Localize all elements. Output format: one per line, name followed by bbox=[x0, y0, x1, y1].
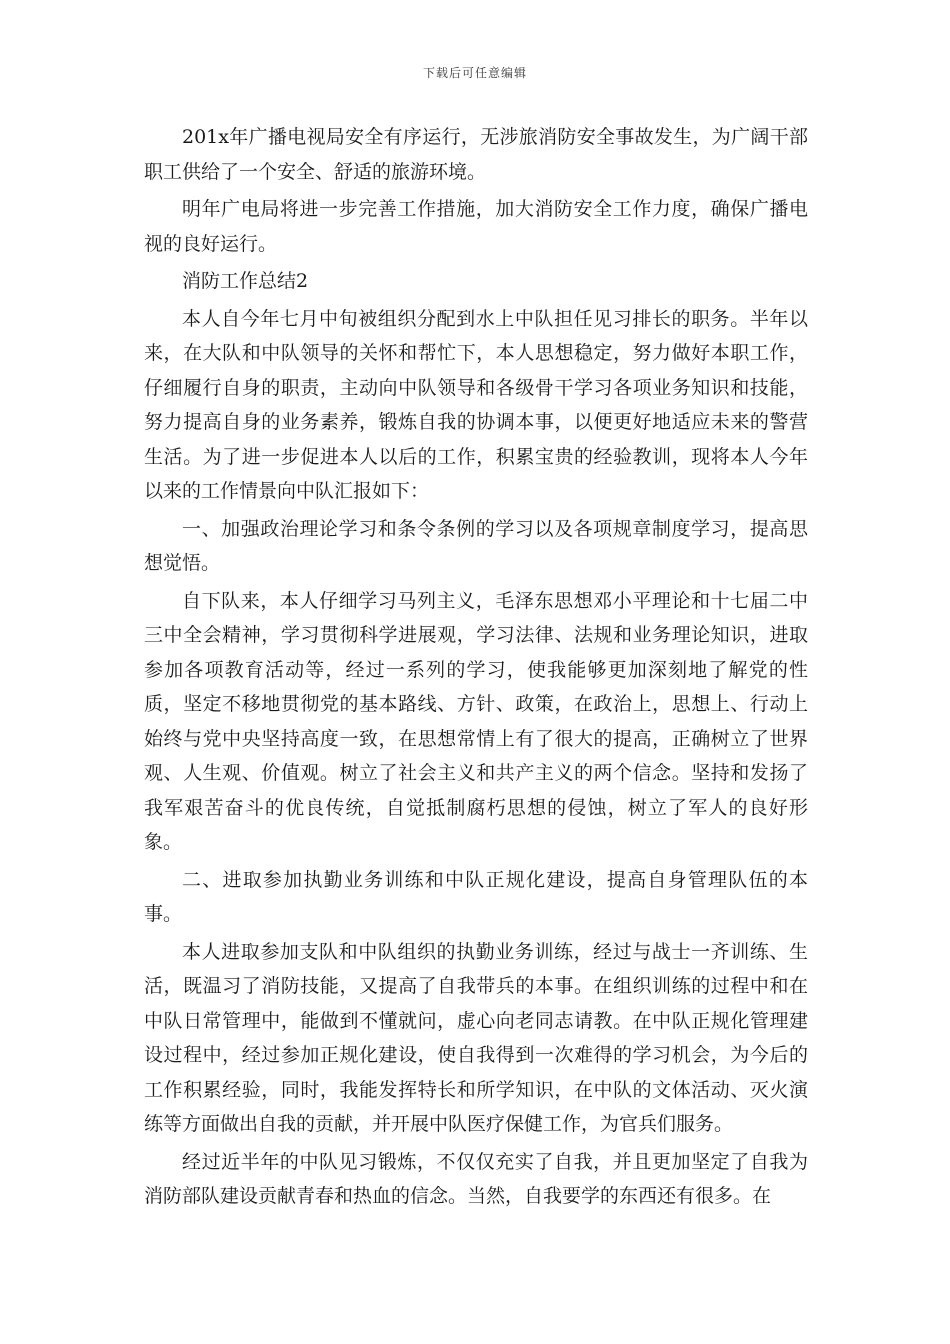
paragraph-6: 经过近半年的中队见习锻炼，不仅仅充实了自我，并且更加坚定了自我为消防部队建设贡献青春和热血的信念。当然，自我要学的东西还有很多。在 bbox=[144, 1150, 808, 1207]
page-header: 下载后可任意编辑 bbox=[422, 66, 527, 80]
paragraph-4: 自下队来，本人仔细学习马列主义，毛泽东思想邓小平理论和十七届二中三中全会精神，学习贯彻科学进展观，学习法律、法规和业务理论知识，进取参加各项教育活动等，经过一系列的学习，使我能够更加深刻地了解党的性质，坚定不移地贯彻党的基本路线、方针、政策，在政治上，思想上、行动上始终与党中央坚持高度一致，在思想常情上有了很大的提高，正确树立了世界观、人生观、价值观。树立了社会主义和共产主义的两个信念。坚持和发扬了我军艰苦奋斗的优良传统，自觉抵制腐朽思想的侵蚀，树立了军人的良好形象。 bbox=[144, 589, 808, 853]
section-title: 消防工作总结2 bbox=[182, 270, 309, 292]
heading-two: 二、进取参加执勤业务训练和中队正规化建设，提高自身管理队伍的本事。 bbox=[144, 868, 808, 925]
paragraph-5: 本人进取参加支队和中队组织的执勤业务训练，经过与战士一齐训练、生活，既温习了消防技能，又提高了自我带兵的本事。在组织训练的过程中和在中队日常管理中，能做到不懂就问，虚心向老同志请教。在中队正规化管理建设过程中，经过参加正规化建设，使自我得到一次难得的学习机会，为今后的工作积累经验，同时，我能发挥特长和所学知识，在中队的文体活动、灭火演练等方面做出自我的贡献，并开展中队医疗保健工作，为官兵们服务。 bbox=[144, 940, 808, 1135]
document-body bbox=[144, 120, 808, 1217]
paragraph-1: 201x年广播电视局安全有序运行，无涉旅消防安全事故发生，为广阔干部职工供给了一个安全、舒适的旅游环境。 bbox=[144, 126, 808, 183]
paragraph-3: 本人自今年七月中旬被组织分配到水上中队担任见习排长的职务。半年以来，在大队和中队领导的关怀和帮忙下，本人思想稳定，努力做好本职工作，仔细履行自身的职责，主动向中队领导和各级骨干学习各项业务知识和技能，努力提高自身的业务素养，锻炼自我的协调本事，以便更好地适应未来的警营生活。为了进一步促进本人以后的工作，积累宝贵的经验教训，现将本人今年以来的工作情景向中队汇报如下： bbox=[144, 307, 808, 502]
heading-one: 一、加强政治理论学习和条令条例的学习以及各项规章制度学习，提高思想觉悟。 bbox=[144, 517, 808, 574]
paragraph-2: 明年广电局将进一步完善工作措施，加大消防安全工作力度，确保广播电视的良好运行。 bbox=[144, 198, 808, 255]
